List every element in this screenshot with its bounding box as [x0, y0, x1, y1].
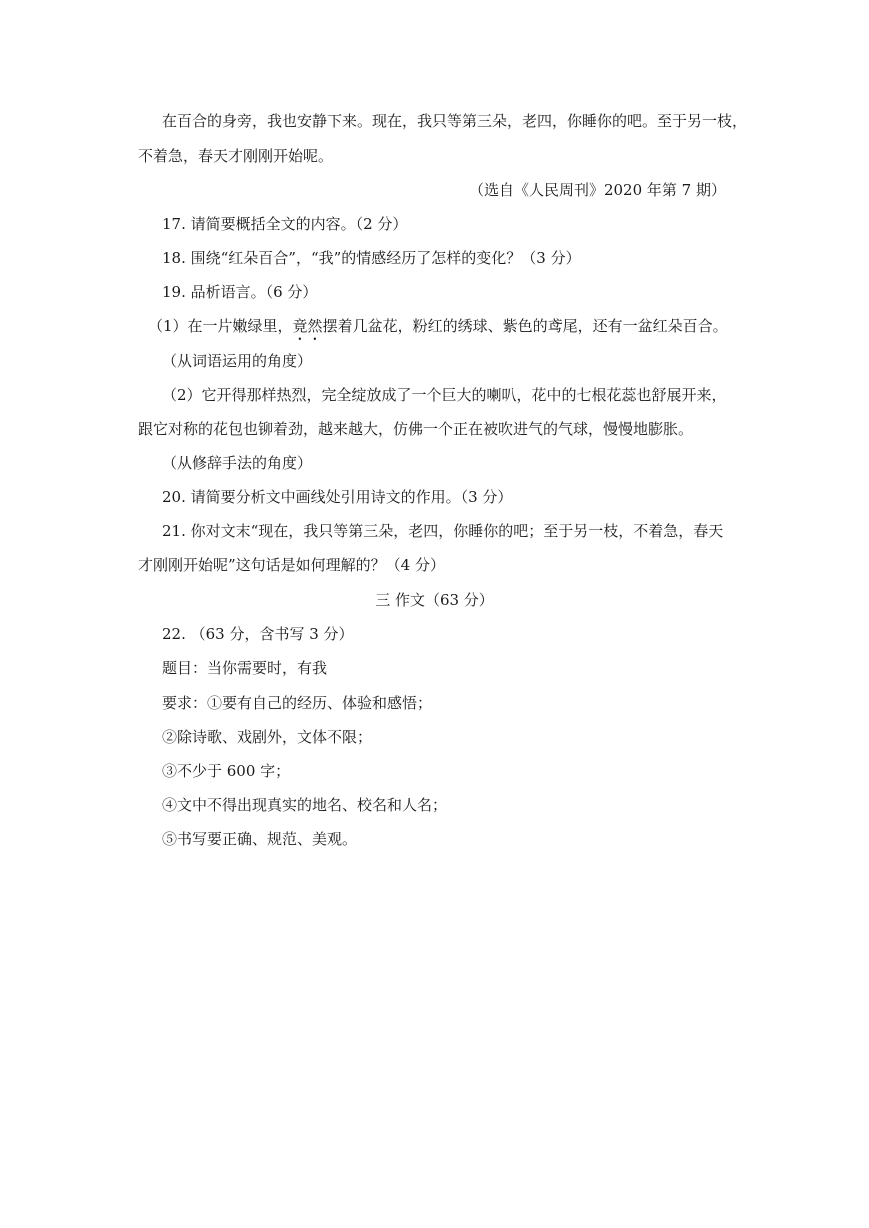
passage-source: （选自《人民周刊》2020 年第 7 期） [468, 181, 726, 199]
question-22: 22. （63 分，含书写 3 分） [162, 625, 354, 643]
question-19-1-emphasis: 竟然 [292, 317, 323, 335]
essay-requirement-2: ②除诗歌、戏剧外，文体不限； [162, 728, 373, 746]
question-18: 18. 围绕“红朵百合”，“我”的情感经历了怎样的变化？（3 分） [162, 249, 581, 267]
question-19-2-line-1: （2）它开得那样热烈，完全绽放成了一个巨大的喇叭，花中的七根花蕊也舒展开来， [162, 386, 727, 404]
question-19: 19. 品析语言。（6 分） [162, 283, 318, 301]
essay-requirement-5: ⑤书写要正确、规范、美观。 [162, 830, 358, 848]
question-19-1-angle: （从词语运用的角度） [162, 352, 313, 370]
question-19-1 [148, 316, 728, 344]
passage-line-2: 不着急，春天才刚刚开始呢。 [138, 147, 334, 165]
question-20: 20. 请简要分析文中画线处引用诗文的作用。（3 分） [162, 488, 513, 506]
question-19-1-post: 摆着几盆花，粉红的绣球、紫色的鸢尾，还有一盆红朵百合。 [322, 317, 728, 335]
essay-requirement-1: 要求：①要有自己的经历、体验和感悟； [162, 694, 433, 712]
essay-section-title: 三 作文（63 分） [375, 591, 494, 609]
essay-requirement-3: ③不少于 600 字； [162, 762, 291, 780]
question-19-2-angle: （从修辞手法的角度） [162, 454, 313, 472]
question-21-line-1: 21. 你对文末“现在，我只等第三朵，老四，你睡你的吧；至于另一枝，不着急，春天 [162, 522, 724, 540]
question-19-1-pre: （1）在一片嫩绿里， [148, 317, 293, 335]
question-21-line-2: 才刚刚开始呢”这句话是如何理解的？（4 分） [138, 556, 445, 574]
essay-requirement-4: ④文中不得出现真实的地名、校名和人名； [162, 796, 448, 814]
question-19-2-line-2: 跟它对称的花包也铆着劲，越来越大，仿佛一个正在被吹进气的气球，慢慢地膨胀。 [138, 420, 694, 438]
question-17: 17. 请简要概括全文的内容。（2 分） [162, 215, 408, 233]
passage-line-1: 在百合的身旁，我也安静下来。现在，我只等第三朵，老四，你睡你的吧。至于另一枝， [162, 112, 748, 130]
essay-topic: 题目：当你需要时，有我 [162, 659, 328, 677]
